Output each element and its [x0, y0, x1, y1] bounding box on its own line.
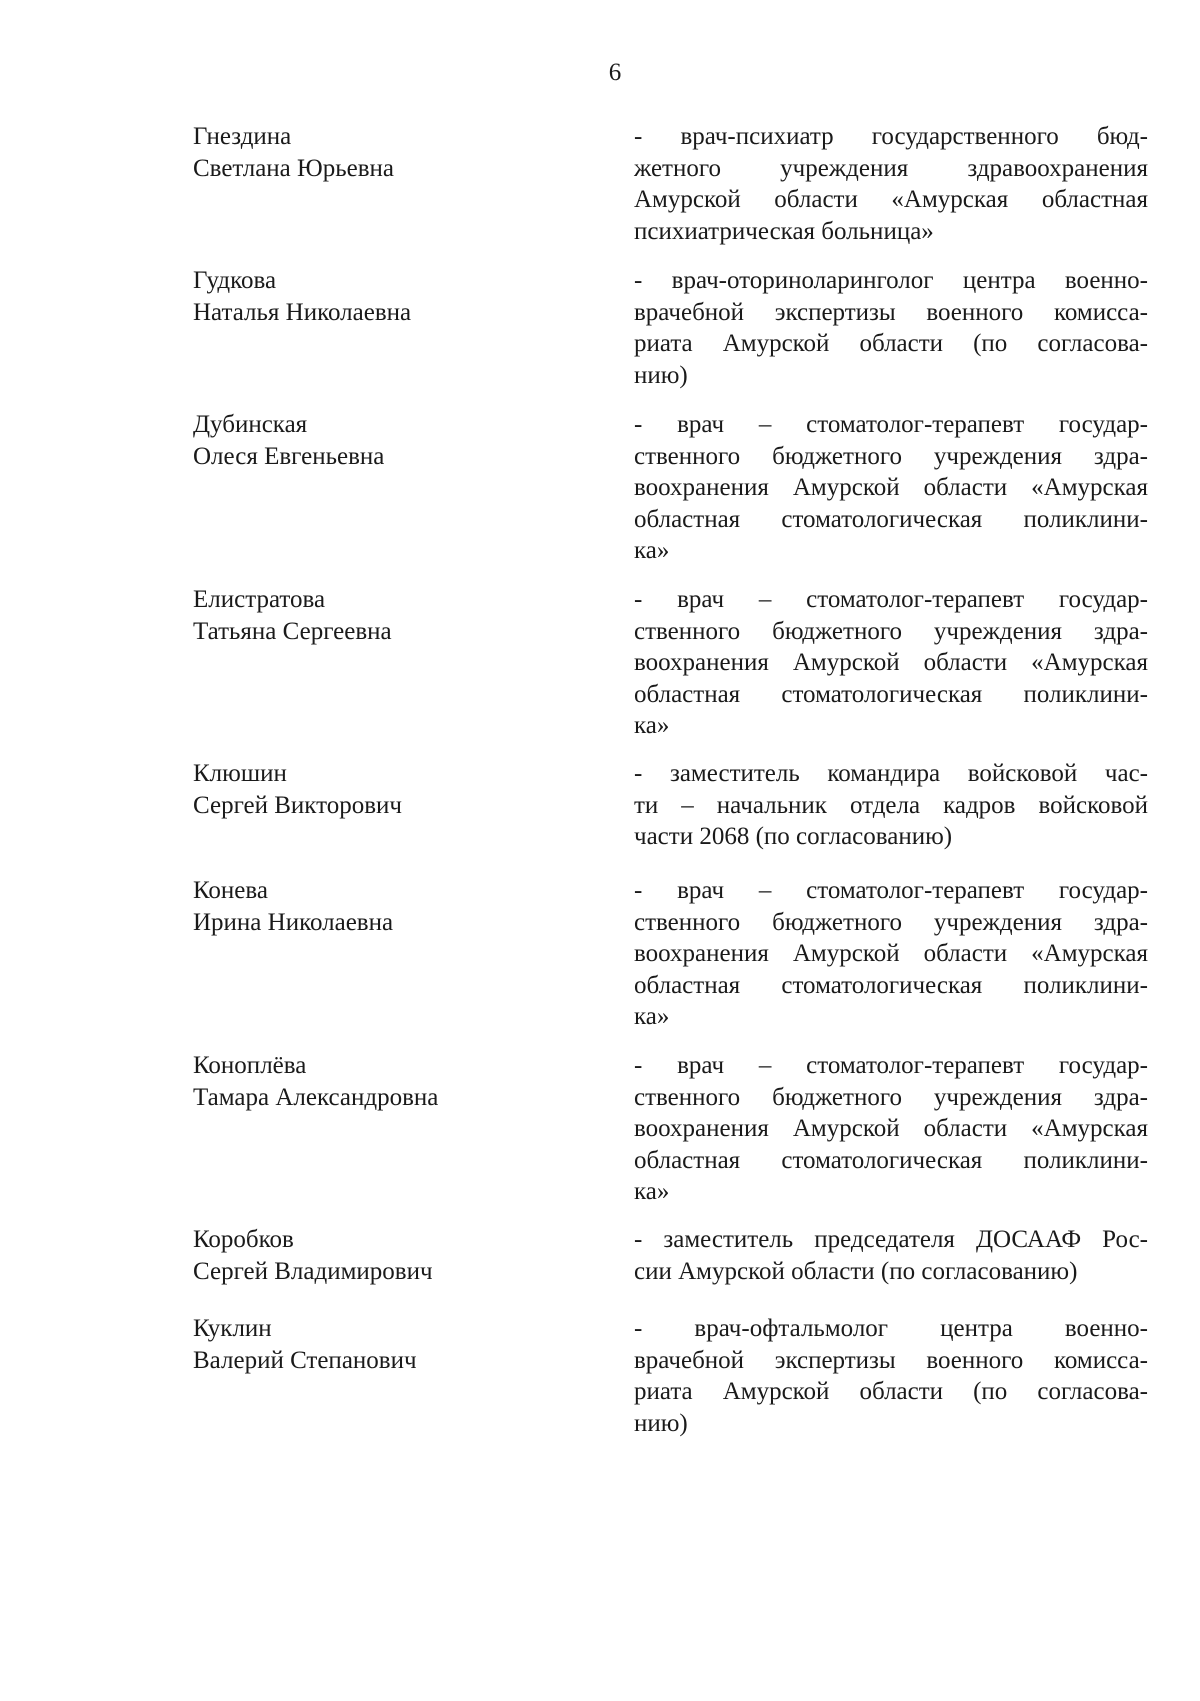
- surname: Коноплёва: [193, 1052, 307, 1079]
- surname: Елистратова: [193, 586, 326, 613]
- given-names: Олеся Евгеньевна: [193, 442, 385, 470]
- person-name: [193, 875, 613, 938]
- given-names: Валерий Степанович: [193, 1346, 417, 1374]
- position-line: части 2068 (по согласованию): [634, 823, 953, 850]
- position-line: ка»: [634, 1003, 670, 1030]
- position-line: воохранения Амурской области «Амурская: [634, 474, 1148, 501]
- position-line: ственного бюджетного учреждения здра-: [634, 908, 1148, 936]
- position-line: ка»: [634, 712, 670, 739]
- surname: Коробков: [193, 1226, 294, 1253]
- position-description: [634, 875, 1148, 1033]
- person-name: [193, 1050, 613, 1113]
- position-line: нию): [634, 1409, 688, 1437]
- position-line: - врач-оториноларинголог центра военно-: [634, 267, 1148, 294]
- given-names: Ирина Николаевна: [193, 908, 394, 936]
- surname: Куклин: [193, 1315, 272, 1342]
- position-line: областная стоматологическая поликлини-: [634, 971, 1148, 999]
- position-line: областная стоматологическая поликлини-: [634, 1146, 1148, 1174]
- position-line: риата Амурской области (по согласова-: [634, 330, 1148, 357]
- position-description: [634, 1313, 1148, 1439]
- position-line: психиатрическая больница»: [634, 217, 934, 245]
- given-names: Тамара Александровна: [193, 1083, 439, 1111]
- person-name: [193, 1313, 613, 1376]
- position-line: ка»: [634, 1178, 670, 1205]
- surname: Конева: [193, 877, 268, 904]
- surname: Гудкова: [193, 267, 277, 294]
- position-line: воохранения Амурской области «Амурская: [634, 649, 1148, 676]
- position-line: риата Амурской области (по согласова-: [634, 1378, 1148, 1405]
- given-names: Татьяна Сергеевна: [193, 617, 392, 645]
- position-line: жетного учреждения здравоохранения: [634, 154, 1148, 182]
- person-name: [193, 121, 613, 184]
- position-description: [634, 1050, 1148, 1208]
- position-line: - врач – стоматолог-терапевт государ-: [634, 586, 1148, 613]
- position-line: ственного бюджетного учреждения здра-: [634, 442, 1148, 470]
- position-line: ственного бюджетного учреждения здра-: [634, 1083, 1148, 1111]
- person-name: [193, 584, 613, 647]
- given-names: Наталья Николаевна: [193, 298, 412, 326]
- position-line: - врач – стоматолог-терапевт государ-: [634, 1052, 1148, 1079]
- position-line: областная стоматологическая поликлини-: [634, 680, 1148, 708]
- position-line: ственного бюджетного учреждения здра-: [634, 617, 1148, 645]
- position-line: - врач-психиатр государственного бюд-: [634, 123, 1148, 150]
- position-line: воохранения Амурской области «Амурская: [634, 940, 1148, 967]
- position-line: областная стоматологическая поликлини-: [634, 505, 1148, 533]
- position-description: [634, 121, 1148, 247]
- surname: Гнездина: [193, 123, 292, 150]
- person-name: [193, 758, 613, 821]
- given-names: Сергей Владимирович: [193, 1257, 433, 1285]
- position-line: - врач – стоматолог-терапевт государ-: [634, 877, 1148, 904]
- position-description: [634, 584, 1148, 742]
- position-line: - заместитель председателя ДОСААФ Рос-: [634, 1226, 1148, 1253]
- given-names: Сергей Викторович: [193, 791, 402, 819]
- position-line: нию): [634, 361, 688, 389]
- position-description: [634, 265, 1148, 391]
- position-line: ти – начальник отдела кадров войсковой: [634, 791, 1148, 819]
- position-description: [634, 409, 1148, 567]
- person-name: [193, 409, 613, 472]
- page-number: 6: [608, 59, 622, 86]
- position-line: - врач-офтальмолог центра военно-: [634, 1315, 1148, 1342]
- given-names: Светлана Юрьевна: [193, 154, 395, 182]
- position-description: [634, 758, 1148, 853]
- position-description: [634, 1224, 1148, 1287]
- position-line: - заместитель командира войсковой час-: [634, 760, 1148, 787]
- position-line: Амурской области «Амурская областная: [634, 186, 1148, 213]
- position-line: - врач – стоматолог-терапевт государ-: [634, 411, 1148, 438]
- surname: Клюшин: [193, 760, 287, 787]
- person-name: [193, 1224, 613, 1287]
- position-line: ка»: [634, 537, 670, 564]
- position-line: воохранения Амурской области «Амурская: [634, 1115, 1148, 1142]
- surname: Дубинская: [193, 411, 308, 438]
- position-line: врачебной экспертизы военного комисса-: [634, 298, 1148, 326]
- position-line: врачебной экспертизы военного комисса-: [634, 1346, 1148, 1374]
- person-name: [193, 265, 613, 328]
- position-line: сии Амурской области (по согласованию): [634, 1257, 1078, 1285]
